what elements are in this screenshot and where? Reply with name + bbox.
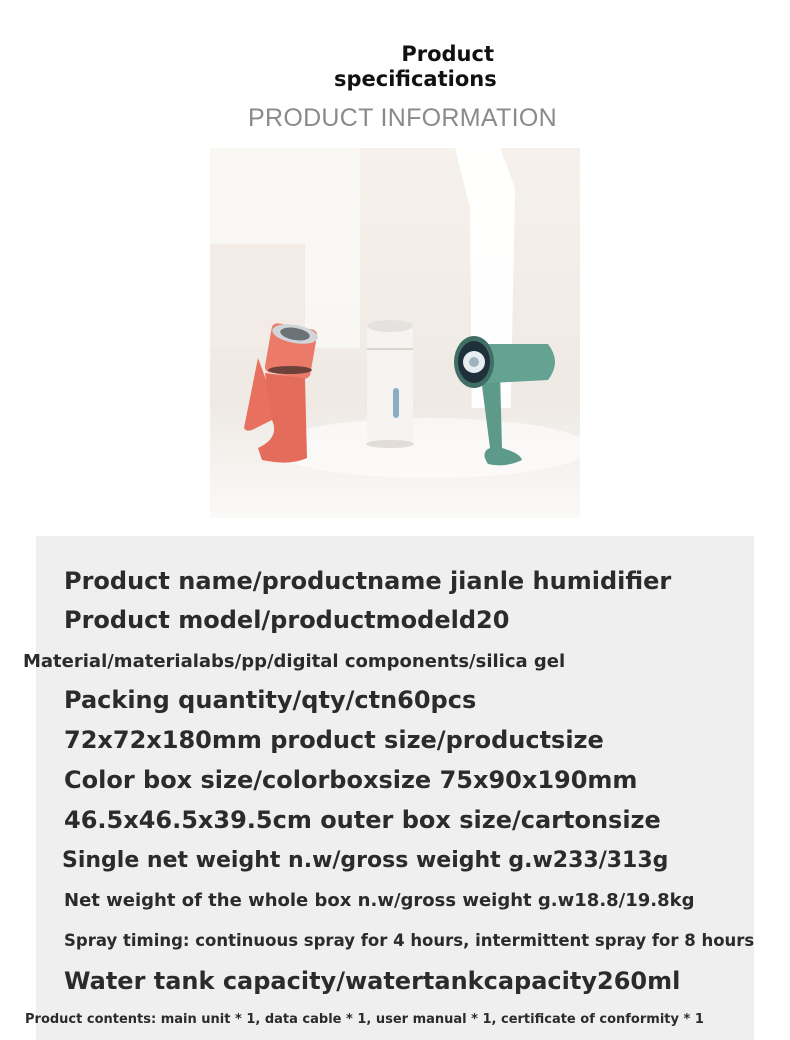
table-highlight — [270, 418, 580, 478]
spec-box-weight: Net weight of the whole box n.w/gross weight g.w18.8/19.8kg — [64, 890, 695, 911]
section-subtitle: PRODUCT INFORMATION — [248, 104, 557, 132]
product-photo — [210, 148, 580, 518]
title-line-2: specifications — [334, 67, 497, 91]
spec-product-name: Product name/productname jianle humidifier — [64, 567, 672, 595]
spec-product-model: Product model/productmodeld20 — [64, 606, 510, 634]
spec-packing-quantity: Packing quantity/qty/ctn60pcs — [64, 686, 477, 714]
spec-product-size: 72x72x180mm product size/productsize — [64, 726, 604, 754]
white-humidifier — [366, 320, 414, 448]
spec-spray-timing: Spray timing: continuous spray for 4 hours, intermittent spray for 8 hours — [64, 931, 755, 950]
spec-water-tank: Water tank capacity/watertankcapacity260ml — [64, 967, 681, 995]
title-line-1: Product — [401, 42, 494, 66]
spec-outer-box-size: 46.5x46.5x39.5cm outer box size/cartonsize — [64, 806, 661, 834]
page-title — [334, 42, 497, 92]
spec-color-box-size: Color box size/colorboxsize 75x90x190mm — [64, 766, 638, 794]
spec-single-weight: Single net weight n.w/gross weight g.w233/313g — [62, 848, 669, 873]
spec-material: Material/materialabs/pp/digital components/silica gel — [23, 651, 566, 672]
spec-product-contents: Product contents: main unit * 1, data cable * 1, user manual * 1, certificate of conformity * 1 — [25, 1012, 704, 1027]
